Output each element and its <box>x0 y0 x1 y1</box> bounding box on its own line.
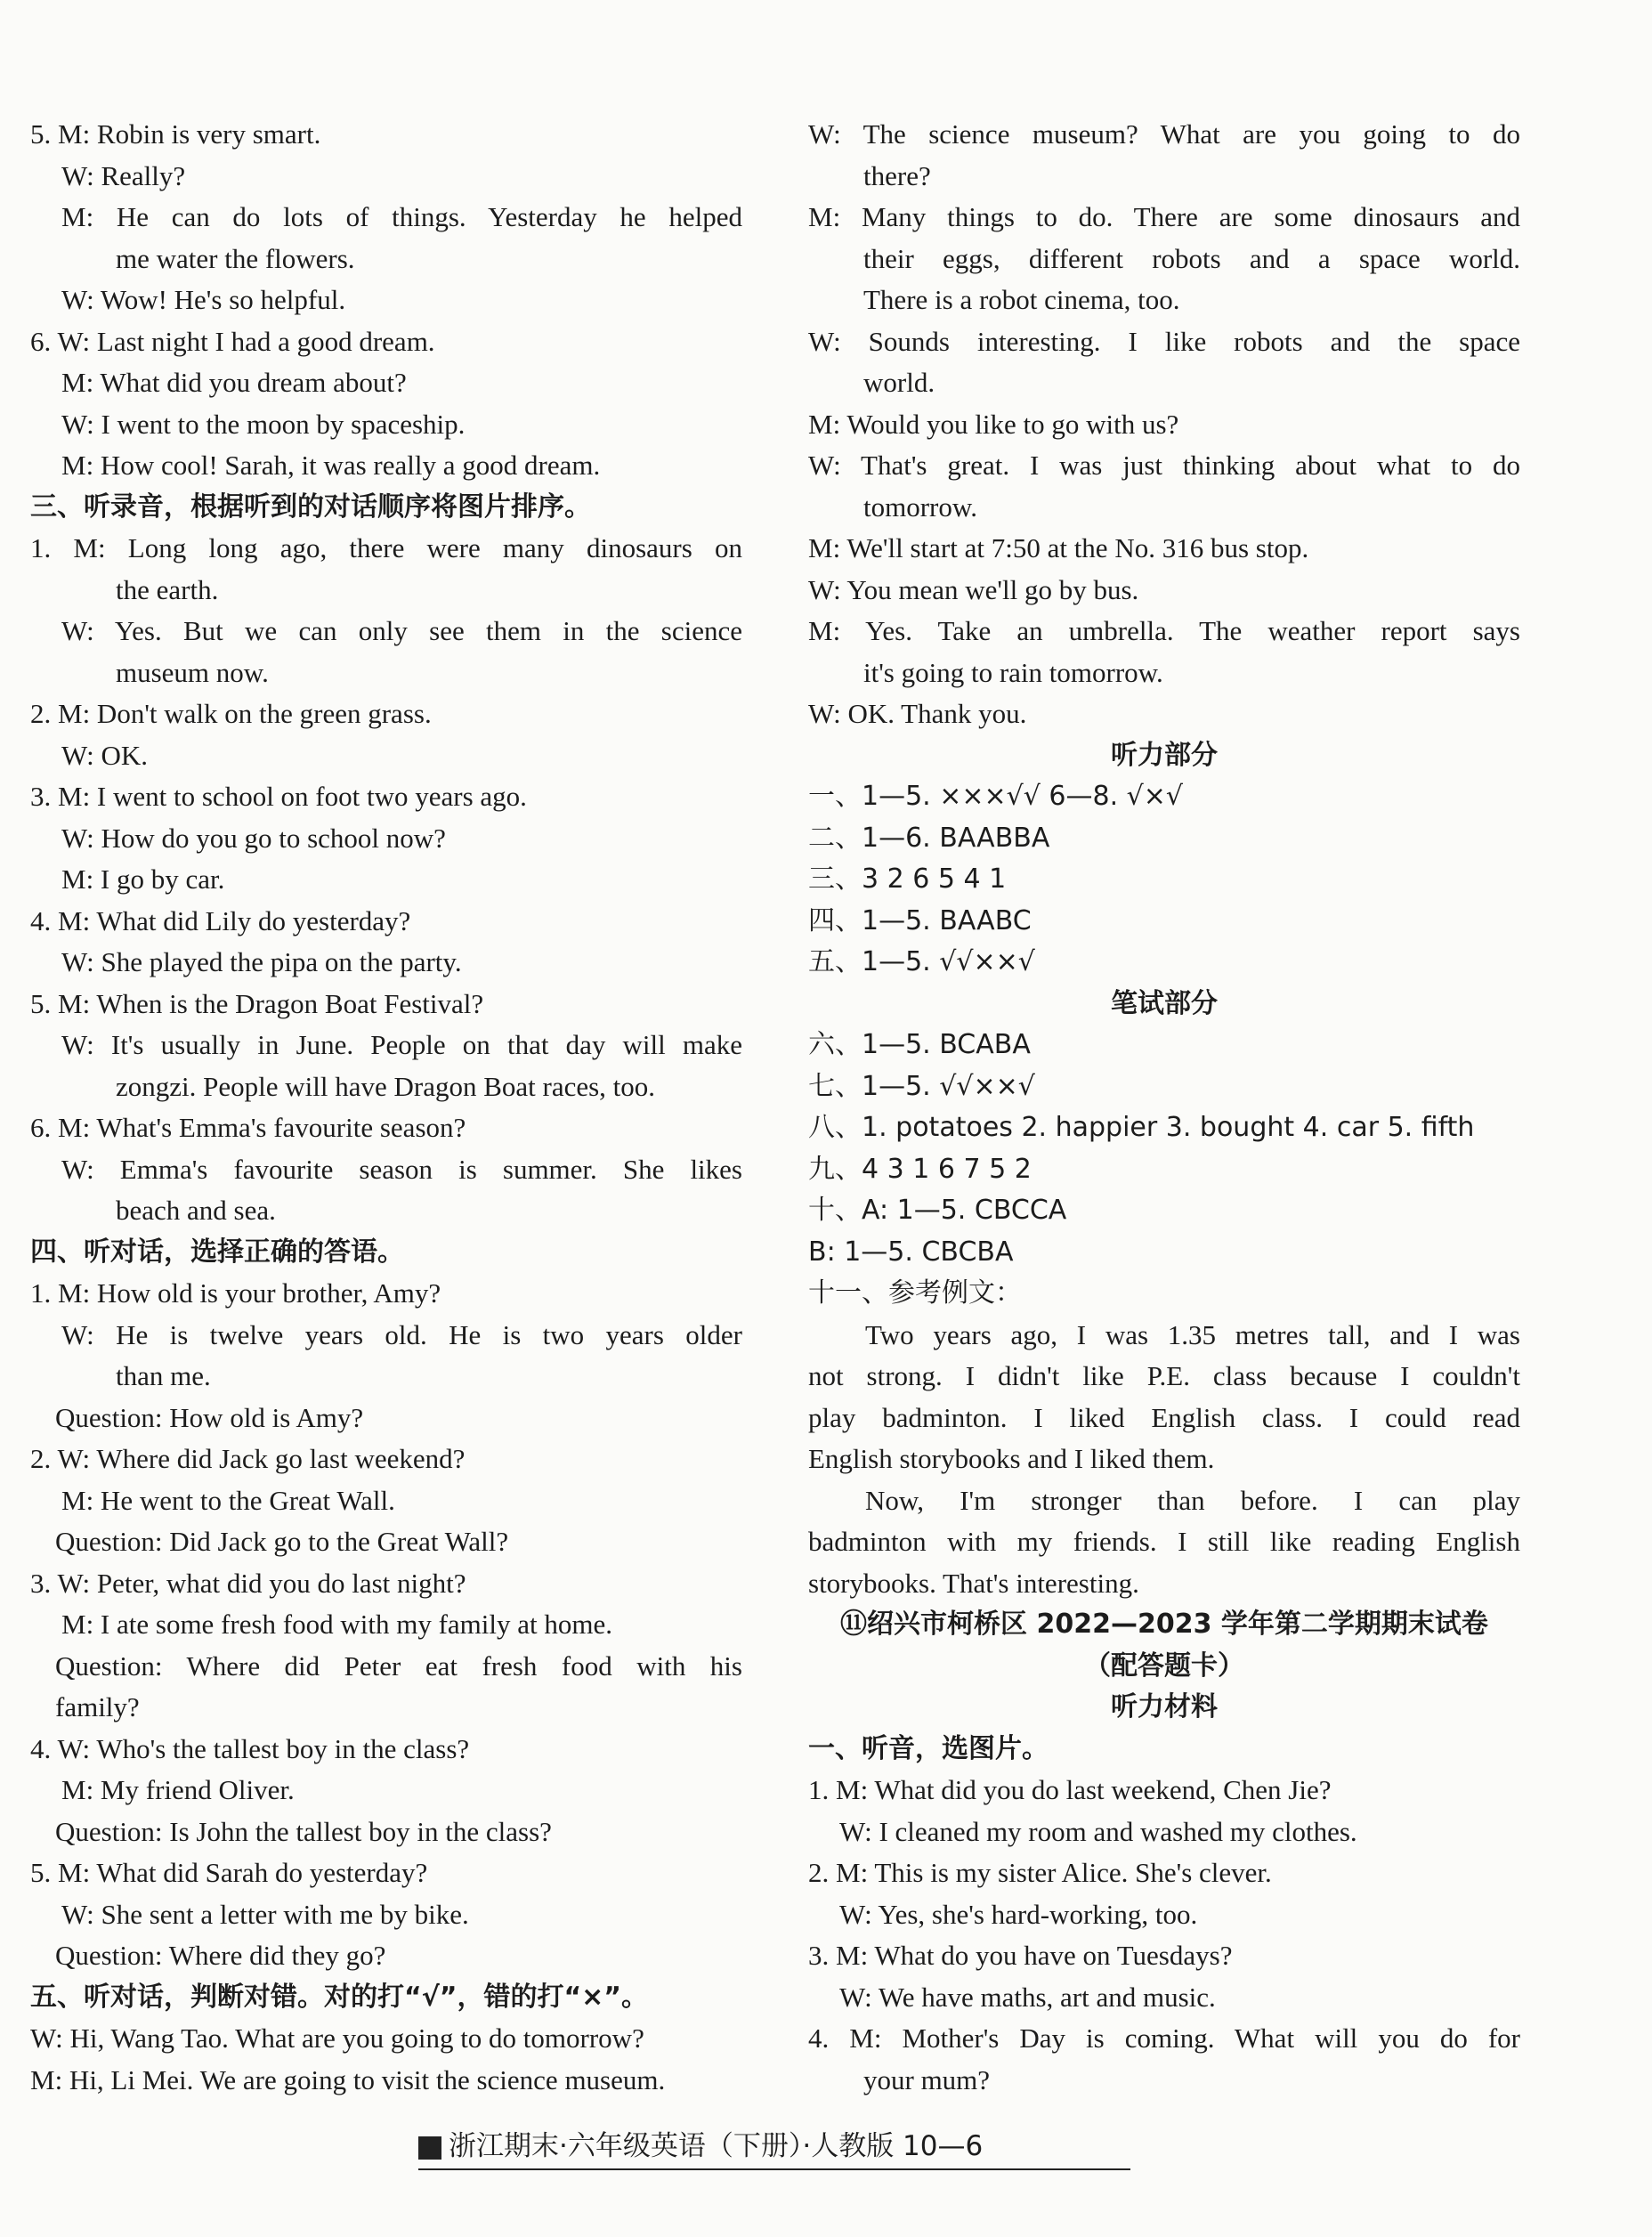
right-line: There is a robot cinema, too. <box>863 284 1180 315</box>
left-line: Question: Is John the tallest boy in the class? <box>55 1815 552 1847</box>
left-line: W: She sent a letter with me by bike. <box>61 1898 469 1930</box>
right-line: ⑪绍兴市柯桥区 2022—2023 学年第二学期期末试卷 <box>840 1609 1488 1640</box>
right-line: storybooks. That's interesting. <box>808 1567 1139 1599</box>
right-line: 六、1—5. BCABA <box>808 1029 1031 1060</box>
left-line: Question: Where did they go? <box>55 1940 386 1971</box>
right-line: W: That's great. I was just thinking about what to do <box>808 450 1520 481</box>
right-line: M: Many things to do. There are some dinosaurs and <box>808 201 1520 232</box>
right-line: Now, I'm stronger than before. I can play <box>865 1484 1520 1516</box>
left-line: 5. M: When is the Dragon Boat Festival? <box>30 987 484 1019</box>
right-line: 四、1—5. BAABC <box>808 904 1032 936</box>
right-line: 4. M: Mother's Day is coming. What will you do for <box>808 2022 1520 2054</box>
left-line: M: How cool! Sarah, it was really a good dream. <box>61 450 601 481</box>
right-line: 1. M: What did you do last weekend, Chen Jie? <box>808 1774 1332 1805</box>
right-line: W: You mean we'll go by bus. <box>808 573 1139 605</box>
right-line: W: We have maths, art and music. <box>839 1981 1216 2013</box>
left-line: 6. W: Last night I had a good dream. <box>30 325 435 357</box>
page-footer <box>418 2124 1130 2170</box>
left-line: W: How do you go to school now? <box>61 822 446 854</box>
right-line: it's going to rain tomorrow. <box>863 656 1163 688</box>
footer-square-icon <box>418 2136 441 2160</box>
right-line: M: We'll start at 7:50 at the No. 316 bus stop. <box>808 532 1309 563</box>
left-line: 5. M: What did Sarah do yesterday? <box>30 1857 428 1888</box>
right-line: your mum? <box>863 2063 991 2095</box>
left-line: W: OK. <box>61 739 148 771</box>
left-line: 3. M: I went to school on foot two years ago. <box>30 781 527 812</box>
left-line: 2. W: Where did Jack go last weekend? <box>30 1443 466 1474</box>
left-line: 五、听对话，判断对错。对的打“√”，错的打“×”。 <box>30 1981 649 2013</box>
left-line: me water the flowers. <box>116 242 355 274</box>
right-line: there? <box>863 159 931 191</box>
right-line: 二、1—6. BAABBA <box>808 822 1050 854</box>
right-line: 十一、参考例文： <box>808 1277 1022 1309</box>
left-column <box>30 114 742 2101</box>
right-line: play badminton. I liked English class. I could read <box>808 1401 1520 1433</box>
left-line: 三、听录音，根据听到的对话顺序将图片排序。 <box>30 490 591 523</box>
left-line: M: I go by car. <box>61 863 225 895</box>
right-line: 3. M: What do you have on Tuesdays? <box>808 1940 1233 1971</box>
right-line: 一、听音，选图片。 <box>808 1732 1049 1764</box>
right-line: English storybooks and I liked them. <box>808 1443 1215 1474</box>
right-line: 七、1—5. √√××√ <box>808 1070 1035 1102</box>
left-line: 6. M: What's Emma's favourite season? <box>30 1112 466 1143</box>
left-line: 4. M: What did Lily do yesterday? <box>30 904 411 936</box>
right-line: W: I cleaned my room and washed my clothes. <box>839 1815 1357 1847</box>
left-line: W: I went to the moon by spaceship. <box>61 408 466 440</box>
right-line: 八、1. potatoes 2. happier 3. bought 4. car 5. fifth <box>808 1112 1475 1143</box>
left-line: M: I ate some fresh food with my family at home. <box>61 1609 613 1640</box>
right-line: 十、A: 1—5. CBCCA <box>808 1195 1067 1226</box>
left-line: 2. M: Don't walk on the green grass. <box>30 698 432 729</box>
right-line: 听力部分 <box>1111 739 1218 771</box>
left-line: than me. <box>116 1360 211 1391</box>
left-line: Question: How old is Amy? <box>55 1401 364 1433</box>
left-line: W: It's usually in June. People on that day will make <box>61 1029 742 1060</box>
right-line: （配答题卡） <box>1084 1649 1244 1682</box>
left-line: 4. W: Who's the tallest boy in the class? <box>30 1732 470 1764</box>
left-line: M: My friend Oliver. <box>61 1774 295 1805</box>
left-line: W: Really? <box>61 159 186 191</box>
right-line: W: Sounds interesting. I like robots and the space <box>808 325 1520 357</box>
right-line: 2. M: This is my sister Alice. She's clever. <box>808 1857 1272 1888</box>
left-line: 1. M: How old is your brother, Amy? <box>30 1277 441 1309</box>
right-line: 听力材料 <box>1111 1691 1218 1722</box>
right-line: Two years ago, I was 1.35 metres tall, and I was <box>865 1318 1520 1350</box>
left-line: W: Yes. But we can only see them in the science <box>61 615 742 646</box>
left-line: Question: Did Jack go to the Great Wall? <box>55 1526 509 1557</box>
left-line: 5. M: Robin is very smart. <box>30 118 321 150</box>
left-line: W: Wow! He's so helpful. <box>61 284 346 315</box>
left-line: Question: Where did Peter eat fresh food with his <box>55 1649 742 1682</box>
right-line: W: The science museum? What are you going to do <box>808 118 1520 150</box>
left-line: family? <box>55 1691 140 1722</box>
left-line: zongzi. People will have Dragon Boat races, too. <box>116 1070 656 1102</box>
right-line: not strong. I didn't like P.E. class because I couldn't <box>808 1360 1520 1391</box>
left-line: 3. W: Peter, what did you do last night? <box>30 1567 466 1599</box>
left-line: M: He went to the Great Wall. <box>61 1484 395 1516</box>
left-line: W: He is twelve years old. He is two years older <box>61 1318 742 1350</box>
left-line: 四、听对话，选择正确的答语。 <box>30 1236 404 1268</box>
left-line: W: She played the pipa on the party. <box>61 946 462 977</box>
right-line: W: Yes, she's hard-working, too. <box>839 1898 1198 1930</box>
right-line: 五、1—5. √√××√ <box>808 946 1035 977</box>
right-line: M: Yes. Take an umbrella. The weather report says <box>808 615 1520 646</box>
right-column <box>808 114 1520 2101</box>
right-line: 三、3 2 6 5 4 1 <box>808 863 1007 895</box>
left-line: 1. M: Long long ago, there were many dinosaurs on <box>30 532 742 563</box>
right-line: B: 1—5. CBCBA <box>808 1236 1014 1268</box>
footer-text: 浙江期末·六年级英语（下册）·人教版 10—6 <box>449 2130 984 2162</box>
left-line: W: Emma's favourite season is summer. She likes <box>61 1153 742 1185</box>
right-line: 九、4 3 1 6 7 5 2 <box>808 1153 1032 1185</box>
right-line: tomorrow. <box>863 490 977 523</box>
right-line: M: Would you like to go with us? <box>808 408 1179 440</box>
left-line: museum now. <box>116 656 269 688</box>
right-line: 笔试部分 <box>1111 987 1218 1019</box>
left-line: the earth. <box>116 573 219 605</box>
right-line: their eggs, different robots and a space world. <box>863 242 1520 274</box>
left-line: M: What did you dream about? <box>61 367 407 398</box>
right-line: world. <box>863 367 935 398</box>
left-line: beach and sea. <box>116 1195 276 1226</box>
right-line: W: OK. Thank you. <box>808 698 1027 729</box>
right-line: 一、1—5. ×××√√ 6—8. √×√ <box>808 781 1184 812</box>
left-line: M: Hi, Li Mei. We are going to visit the science museum. <box>30 2063 666 2095</box>
left-line: W: Hi, Wang Tao. What are you going to do tomorrow? <box>30 2022 644 2054</box>
right-line: badminton with my friends. I still like reading English <box>808 1526 1520 1557</box>
left-line: M: He can do lots of things. Yesterday he helped <box>61 201 742 232</box>
